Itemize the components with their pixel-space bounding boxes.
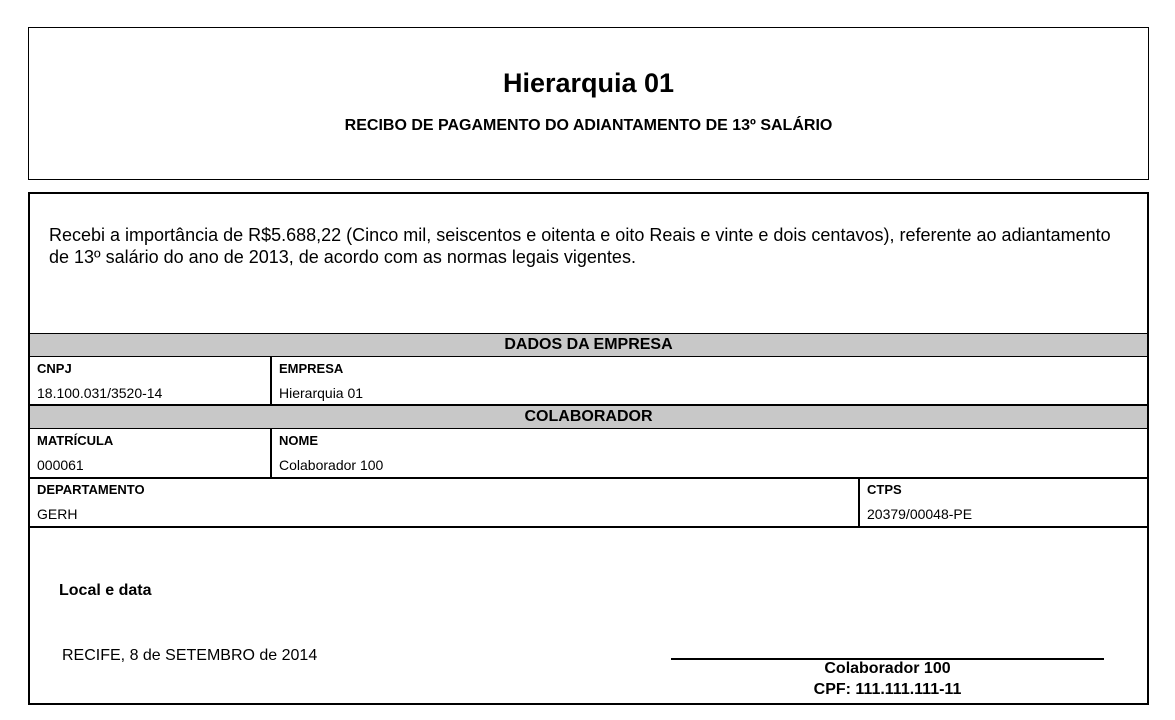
nome-label: NOME — [279, 433, 318, 448]
empresa-cell — [270, 357, 1147, 404]
cnpj-label: CNPJ — [37, 361, 72, 376]
local-date-value: RECIFE, 8 de SETEMBRO de 2014 — [62, 647, 318, 664]
signature-name: Colaborador 100 — [824, 660, 951, 677]
ctps-value: 20379/00048-PE — [867, 506, 973, 522]
matricula-label: MATRÍCULA — [37, 433, 114, 448]
departamento-value: GERH — [37, 506, 78, 522]
page-subtitle: RECIBO DE PAGAMENTO DO ADIANTAMENTO DE 13º SALÁRIO — [344, 117, 833, 134]
matricula-value: 000061 — [37, 457, 84, 473]
colaborador-section-header: COLABORADOR — [30, 405, 1147, 429]
colaborador-row — [30, 429, 1147, 479]
departamento-label: DEPARTAMENTO — [37, 482, 145, 497]
empresa-label: EMPRESA — [279, 361, 344, 376]
matricula-cell — [30, 429, 271, 477]
empresa-section-header: DADOS DA EMPRESA — [30, 333, 1147, 357]
empresa-value: Hierarquia 01 — [279, 385, 364, 401]
ctps-label: CTPS — [867, 482, 902, 497]
cnpj-value: 18.100.031/3520-14 — [37, 385, 163, 401]
departamento-cell — [30, 478, 859, 526]
document-header — [28, 27, 1149, 180]
local-date-label: Local e data — [59, 582, 152, 599]
empresa-row — [30, 357, 1147, 406]
nome-value: Colaborador 100 — [279, 457, 384, 473]
page-title: Hierarquia 01 — [502, 68, 675, 98]
cnpj-cell — [30, 357, 271, 404]
departamento-row — [30, 478, 1147, 528]
signature-cpf: CPF: 111.111.111-11 — [813, 681, 962, 698]
nome-cell — [270, 429, 1147, 477]
receipt-statement: Recebi a importância de R$5.688,22 (Cinco mil, seiscentos e oitenta e oito Reais e vinte e dois centavos), referente ao adiantamento de 13º salário do ano de 2013, de acordo com as normas legais vigentes. — [49, 225, 1111, 267]
receipt-body — [28, 192, 1149, 705]
ctps-cell — [858, 478, 1147, 526]
